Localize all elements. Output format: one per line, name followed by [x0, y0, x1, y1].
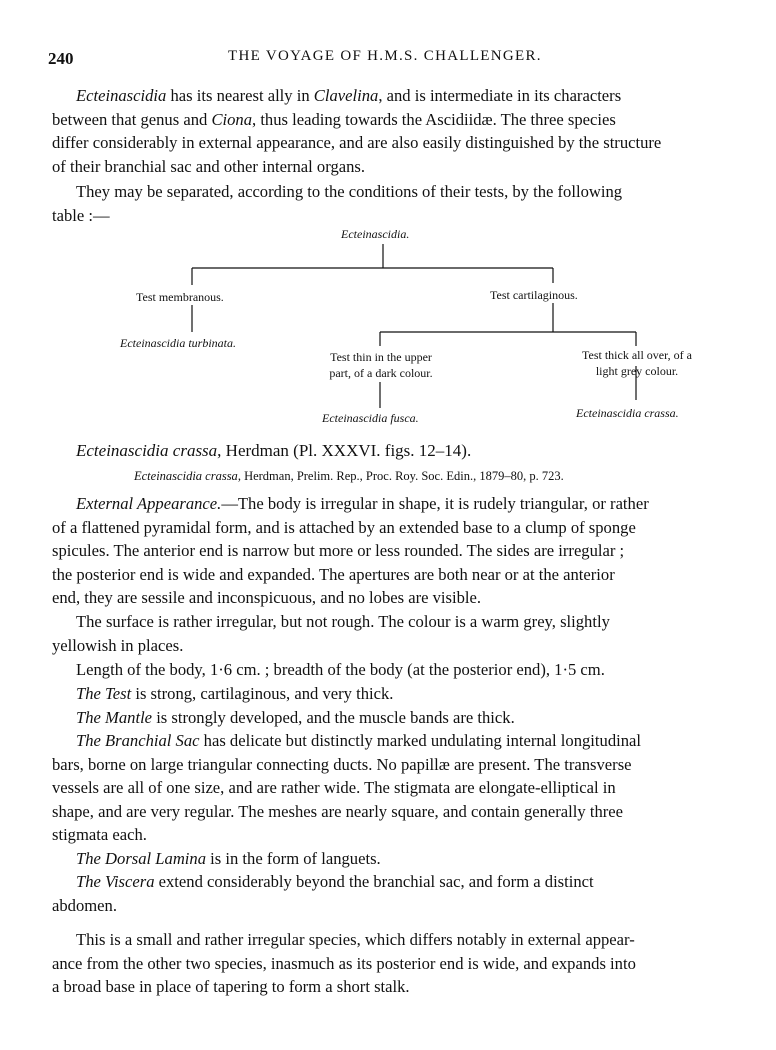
text-line: stigmata each.: [52, 825, 147, 844]
text-line: ance from the other two species, inasmuch as its posterior end is wide, and expands into: [52, 953, 636, 973]
text-line: yellowish in places.: [52, 635, 184, 655]
text-line: Length of the body, 1·6 cm. ; breadth of the body (at the posterior end), 1·5 cm.: [76, 660, 605, 679]
tree-fusca-label: Ecteinascidia fusca.: [322, 411, 419, 425]
text-line: The Dorsal Lamina is in the form of languets.: [76, 849, 381, 868]
page-number: 240: [48, 49, 74, 68]
text-line: bars, borne on large triangular connecting ducts. No papillæ are present. The transverse: [52, 754, 632, 774]
text-line: end, they are sessile and inconspicuous, and no lobes are visible.: [52, 588, 482, 607]
text-line: a broad base in place of tapering to form a short stalk.: [52, 977, 410, 996]
text-line: The Mantle is strongly developed, and the muscle bands are thick.: [76, 708, 515, 727]
text-line: This is a small and rather irregular species, which differs notably in external appear-: [76, 930, 635, 949]
tree-cartilaginous-label: Test cartilaginous.: [490, 288, 578, 302]
text-line: vessels are all of one size, and are rather wide. The stigmata are elongate-elliptical in: [52, 778, 616, 797]
text-line: They may be separated, according to the conditions of their tests, by the following: [76, 182, 623, 201]
text-line: spicules. The anterior end is narrow but more or less rounded. The sides are irregular ;: [52, 541, 625, 560]
text-line: shape, and are very regular. The meshes are nearly square, and contain generally three: [52, 801, 623, 821]
tree-crassa-label: Ecteinascidia crassa.: [576, 406, 679, 420]
running-title: THE VOYAGE OF H.M.S. CHALLENGER.: [228, 48, 542, 64]
text-line: The Viscera extend considerably beyond the branchial sac, and form a distinct: [76, 872, 594, 891]
text-line: between that genus and Ciona, thus leading towards the Ascidiidæ. The three species: [52, 109, 616, 129]
viscera-paragraph: [52, 870, 728, 917]
tree-thin-test-label: Test thin in the upper part, of a dark colour.: [329, 350, 433, 380]
text-line: of their branchial sac and other internal organs.: [52, 156, 366, 176]
text-line: table :—: [52, 205, 110, 225]
tree-root-label: Ecteinascidia.: [341, 227, 410, 241]
tree-membranous-label: Test membranous.: [136, 290, 224, 304]
branchial-sac-paragraph: [52, 729, 728, 847]
species-reference: Ecteinascidia crassa, Herdman, Prelim. Rep., Proc. Roy. Soc. Edin., 1879–80, p. 723.: [134, 469, 564, 483]
text-line: The Test is strong, cartilaginous, and very thick.: [76, 684, 394, 703]
text-line: abdomen.: [52, 895, 117, 915]
tree-thick-test-label: Test thick all over, of a light grey colour.: [582, 348, 692, 378]
text-line: The Branchial Sac has delicate but distinctly marked undulating internal longitudinal: [76, 731, 641, 750]
length-paragraph: [52, 658, 728, 682]
text-line: the posterior end is wide and expanded. The apertures are both near or at the anterior: [52, 564, 615, 584]
text-line: External Appearance.—The body is irregular in shape, it is rudely triangular, or rather: [76, 494, 649, 513]
text-line: Ecteinascidia has its nearest ally in Clavelina, and is intermediate in its characters: [76, 86, 622, 105]
mantle-paragraph: [52, 706, 728, 730]
text-line: of a flattened pyramidal form, and is attached by an extended base to a clump of sponge: [52, 517, 636, 537]
test-paragraph: [52, 682, 728, 706]
text-line: The surface is rather irregular, but not rough. The colour is a warm grey, slightly: [76, 612, 610, 631]
closing-paragraph: [52, 928, 728, 999]
text-line: differ considerably in external appearance, and are also easily distinguished by the structure: [52, 133, 662, 152]
external-appearance-paragraph: [52, 492, 728, 610]
tree-turbinata-label: Ecteinascidia turbinata.: [120, 336, 236, 350]
dorsal-lamina-paragraph: [52, 847, 728, 871]
surface-paragraph: [52, 610, 728, 657]
species-heading: Ecteinascidia crassa, Herdman (Pl. XXXVI. figs. 12–14).: [76, 441, 472, 460]
